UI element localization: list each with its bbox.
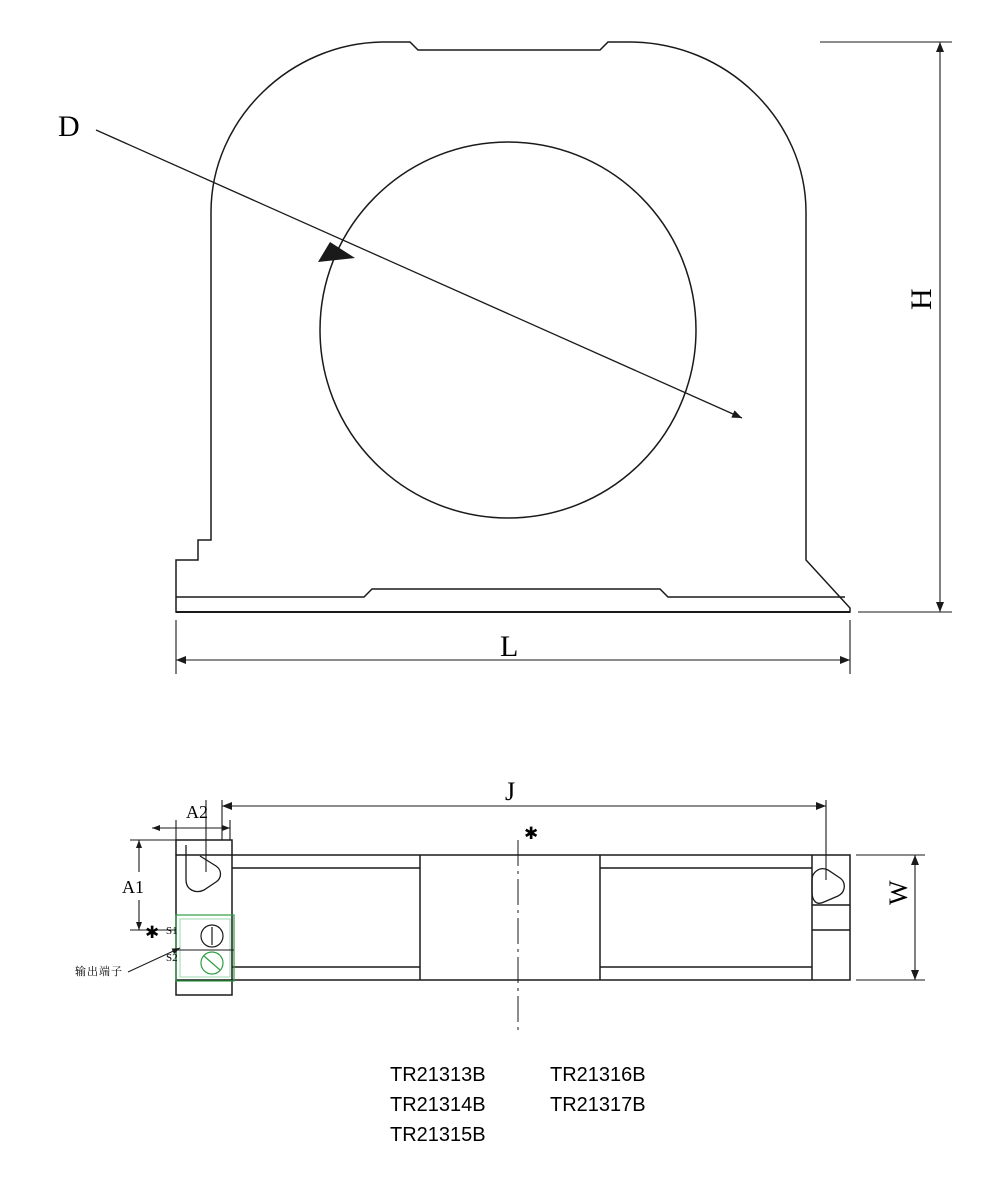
label-terminal-s2: S2: [166, 952, 178, 964]
label-terminal-s1: S1: [166, 925, 178, 937]
part-number-row: [390, 1060, 710, 1090]
window-circle: [320, 142, 696, 518]
part-number: TR21317B: [550, 1094, 646, 1116]
front-view-outline: [176, 42, 850, 612]
part-number: TR21313B: [390, 1064, 486, 1086]
label-height: H: [905, 288, 938, 310]
label-span: J: [505, 777, 516, 806]
label-diameter: D: [58, 110, 80, 143]
part-number-row: [390, 1090, 710, 1120]
part-number: TR21315B: [390, 1124, 486, 1146]
asterisk-marker-terminal: ✱: [145, 923, 160, 943]
part-number-row: [390, 1120, 710, 1150]
dimension-w: [856, 855, 925, 980]
part-number: TR21314B: [390, 1094, 486, 1116]
label-width: W: [884, 880, 913, 905]
label-output-terminal-cn: 输出端子: [75, 965, 123, 978]
label-a1: A1: [122, 877, 144, 897]
dimension-h: [820, 42, 952, 612]
part-number-list: [390, 1060, 710, 1150]
label-length: L: [500, 630, 519, 663]
top-view-outline: [176, 840, 850, 995]
part-number: TR21316B: [550, 1064, 646, 1086]
dimension-d: [96, 130, 742, 418]
label-a2: A2: [186, 802, 208, 822]
asterisk-marker-top: ✱: [524, 824, 539, 844]
output-terminal-block: [176, 915, 234, 981]
part-number: [550, 1120, 710, 1150]
front-view-base-detail: [176, 589, 845, 597]
